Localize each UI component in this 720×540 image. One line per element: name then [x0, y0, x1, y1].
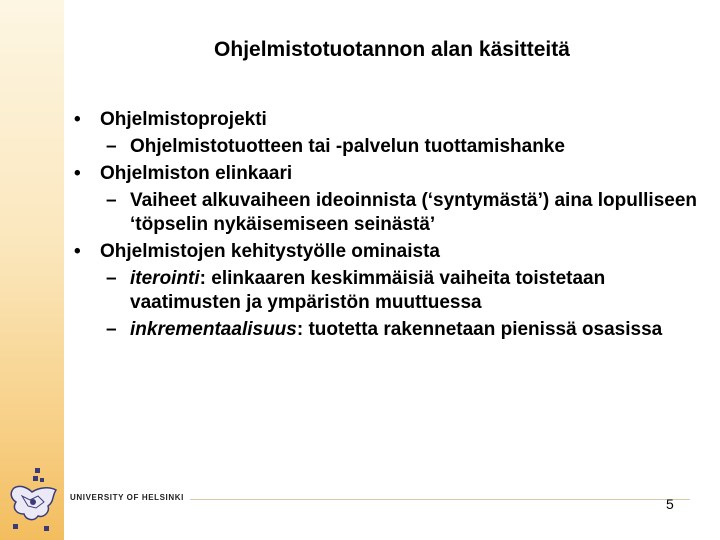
university-crest-logo: [4, 466, 66, 536]
sub-bullet-item: [74, 135, 704, 159]
bullet-item: [74, 108, 704, 132]
sub-bullet-item: [74, 318, 704, 342]
slide-content: [74, 108, 704, 345]
footer-divider: [190, 499, 690, 500]
left-decorative-stripe: [0, 0, 64, 540]
bullet-text: Ohjelmistoprojekti: [100, 109, 267, 130]
university-name: UNIVERSITY OF HELSINKI: [70, 493, 184, 502]
bullet-marker: •: [74, 241, 81, 262]
sub-bullet-text: Vaiheet alkuvaiheen ideoinnista (‘syntymästä’) aina lopulliseen ‘töpselin nykäisemiseen seinästä’: [130, 190, 698, 235]
sub-bullet-item: [74, 189, 704, 237]
page-number: 5: [666, 496, 674, 512]
sub-bullet-text: inkrementaalisuus: tuotetta rakennetaan pienissä osasissa: [130, 319, 663, 340]
dash-marker: –: [106, 319, 117, 340]
dash-marker: –: [106, 268, 117, 289]
bullet-item: [74, 240, 704, 264]
bullet-text: Ohjelmistojen kehitystyölle ominaista: [100, 241, 440, 262]
bullet-text: Ohjelmiston elinkaari: [100, 163, 293, 184]
sub-bullet-text: Ohjelmistotuotteen tai -palvelun tuottamishanke: [130, 136, 565, 157]
slide-title: Ohjelmistotuotannon alan käsitteitä: [214, 38, 570, 61]
sub-bullet-item: [74, 267, 704, 315]
dash-marker: –: [106, 136, 117, 157]
bullet-marker: •: [74, 163, 81, 184]
bullet-marker: •: [74, 109, 81, 130]
dash-marker: –: [106, 190, 117, 211]
sub-bullet-text: iterointi: elinkaaren keskimmäisiä vaiheita toistetaan vaatimusten ja ympäristön muuttuessa: [130, 268, 606, 313]
bullet-item: [74, 162, 704, 186]
